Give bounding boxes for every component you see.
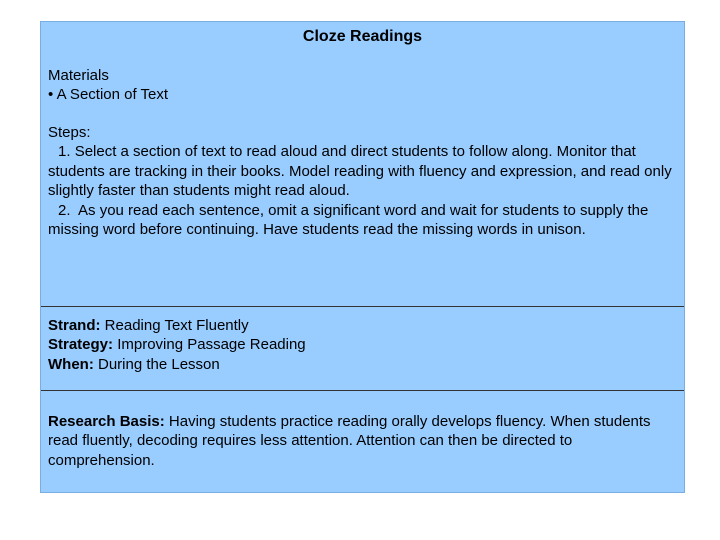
research-text	[48, 412, 678, 470]
strategy-label: Strategy:	[48, 336, 114, 354]
research-label: Research Basis:	[48, 413, 165, 430]
materials-section	[48, 66, 678, 105]
step-text: As you read each sentence, omit a significant word and wait for students to supply the missing word before continuing. Have students read the missing words in unison.	[48, 201, 649, 239]
step-item-2	[48, 201, 678, 240]
strategy-line	[48, 335, 678, 354]
strategy-value: Improving Passage Reading	[117, 336, 306, 354]
step-text: Select a section of text to read aloud and direct students to follow along. Monitor that students are tracking in their books. Model reading with fluency and expression, and read only slightly faster than students might read aloud.	[48, 143, 672, 200]
research-value: Having students practice reading orally develops fluency. When students read fluently, decoding requires less attention. Attention can then be directed to comprehension.	[48, 413, 651, 469]
strand-line	[48, 316, 678, 335]
strand-section	[48, 316, 678, 374]
when-line	[48, 355, 678, 374]
section-divider	[41, 306, 684, 307]
step-number: 1.	[58, 143, 71, 161]
card-title: Cloze Readings	[302, 28, 423, 45]
steps-section	[48, 123, 678, 239]
lesson-card	[40, 21, 685, 493]
section-divider	[41, 390, 684, 391]
research-section	[48, 412, 678, 470]
strand-value: Reading Text Fluently	[104, 317, 249, 334]
step-item-1	[48, 142, 678, 200]
steps-heading: Steps:	[48, 124, 91, 141]
when-label: When:	[48, 355, 94, 373]
materials-heading: Materials	[48, 67, 109, 84]
step-number: 2.	[58, 201, 71, 219]
materials-item: • A Section of Text	[48, 86, 169, 104]
strand-label: Strand:	[48, 317, 101, 334]
when-value: During the Lesson	[98, 355, 220, 373]
